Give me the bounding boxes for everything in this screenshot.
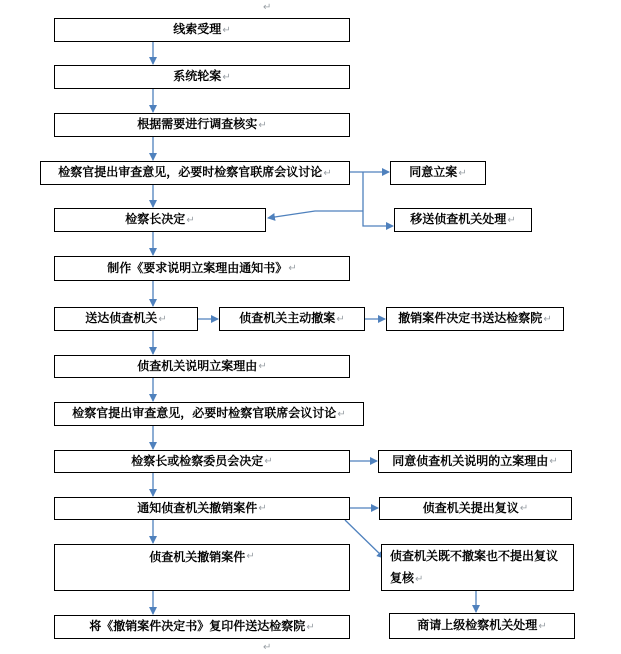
node-make-notice <box>54 256 350 281</box>
node-prosecutor-review-1 <box>40 161 350 185</box>
node-label: 商请上级检察机关处理 <box>417 618 538 633</box>
paragraph-mark: ↵ <box>306 621 315 633</box>
paragraph-mark: ↵ <box>288 263 297 274</box>
node-police-withdraw <box>54 544 350 591</box>
paragraph-mark: ↵ <box>336 313 345 325</box>
paragraph-mark-top: ↵ <box>263 2 272 13</box>
node-label: 侦查机关说明立案理由 <box>137 358 258 373</box>
node-neither-withdraw-nor-review <box>381 544 574 591</box>
paragraph-mark: ↵ <box>337 408 346 420</box>
node-chief-decide <box>54 208 266 232</box>
node-label: 侦查机关撤销案件 <box>149 550 246 564</box>
paragraph-mark: ↵ <box>458 167 467 179</box>
node-label: 侦查机关提出复议 <box>422 500 519 515</box>
node-police-explain <box>54 355 350 378</box>
arrow-review1-transfer <box>363 172 393 226</box>
paragraph-mark: ↵ <box>222 71 231 83</box>
node-label: 移送侦查机关处理 <box>410 212 507 227</box>
node-label: 线索受理 <box>173 22 222 37</box>
paragraph-mark: ↵ <box>264 456 273 467</box>
node-label: 检察长决定 <box>125 212 186 227</box>
node-send-copy <box>54 615 350 639</box>
node-chief-committee <box>54 450 350 473</box>
node-label: 将《撤销案件决定书》复印件送达检察院 <box>89 619 306 634</box>
paragraph-mark-bottom: ↵ <box>263 642 272 653</box>
node-label: 系统轮案 <box>173 69 222 84</box>
node-notify-withdraw <box>54 497 350 520</box>
paragraph-mark: ↵ <box>543 313 552 325</box>
node-label: 通知侦查机关撤销案件 <box>137 500 258 515</box>
paragraph-mark: ↵ <box>507 214 516 226</box>
node-system-rotation <box>54 65 350 89</box>
node-label: 送达侦查机关 <box>85 311 158 326</box>
node-label: 根据需要进行调查核实 <box>137 117 258 132</box>
node-transfer-police <box>394 208 532 232</box>
node-request-superior <box>389 613 575 639</box>
paragraph-mark: ↵ <box>246 551 255 562</box>
node-clue-acceptance <box>54 18 350 42</box>
paragraph-mark: ↵ <box>415 573 424 585</box>
node-prosecutor-review-2 <box>54 402 364 426</box>
node-label: 检察官提出审查意见，必要时检察官联席会议讨论 <box>58 165 323 180</box>
paragraph-mark: ↵ <box>186 214 195 226</box>
paragraph-mark: ↵ <box>158 313 167 325</box>
node-label-text: 侦查机关既不撤案也不提出复议复核 <box>390 548 559 585</box>
node-request-review <box>379 497 572 520</box>
paragraph-mark: ↵ <box>538 620 547 632</box>
paragraph-mark: ↵ <box>258 361 267 372</box>
paragraph-mark: ↵ <box>222 24 231 36</box>
paragraph-mark: ↵ <box>323 167 332 179</box>
paragraph-mark: ↵ <box>258 119 267 131</box>
node-label: 同意立案 <box>409 165 458 180</box>
node-label <box>390 545 565 591</box>
node-label: 制作《要求说明立案理由通知书》 <box>107 260 288 275</box>
node-withdraw-doc-sent <box>386 307 564 331</box>
paragraph-mark: ↵ <box>258 503 267 514</box>
arrow-transfer-chief <box>268 211 363 218</box>
paragraph-mark: ↵ <box>519 503 529 514</box>
arrow-notify-neither <box>345 520 384 558</box>
node-label: 检察官提出审查意见，必要时检察官联席会议讨论 <box>72 406 337 421</box>
node-police-self-withdraw <box>219 307 365 331</box>
paragraph-mark: ↵ <box>549 456 558 467</box>
node-agree-reason <box>378 450 572 473</box>
node-deliver-police <box>54 307 198 331</box>
node-label: 撤销案件决定书送达检察院 <box>398 311 543 326</box>
node-investigate <box>54 113 350 137</box>
node-label: 同意侦查机关说明的立案理由 <box>392 453 549 468</box>
node-label: 检察长或检察委员会决定 <box>131 453 264 468</box>
node-label: 侦查机关主动撤案 <box>239 311 336 326</box>
node-agree-filing <box>390 161 486 185</box>
